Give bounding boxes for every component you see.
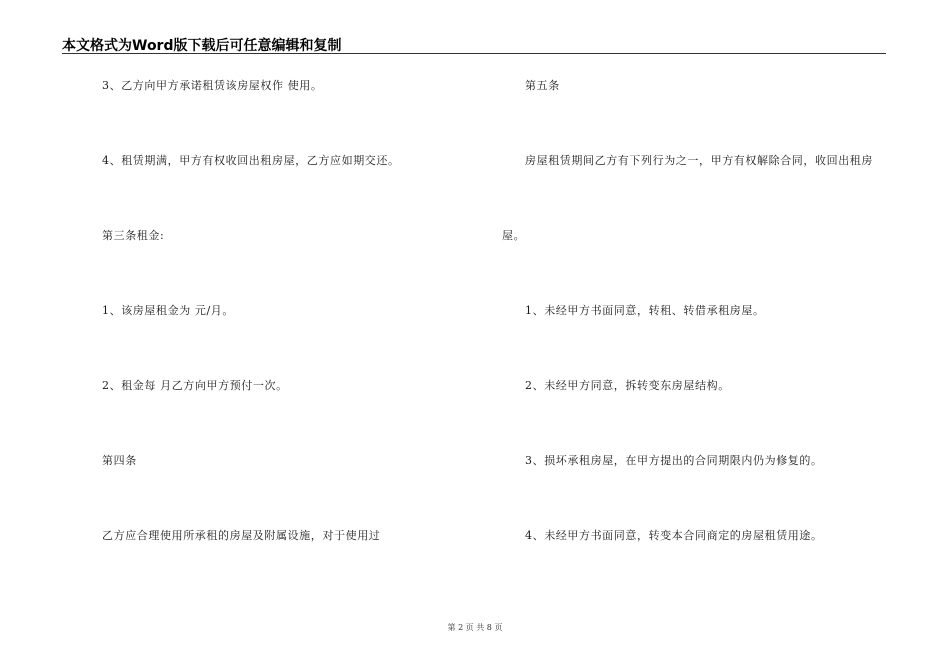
left-paragraph-3: 1、该房屋租金为 元/月。 — [102, 304, 235, 317]
right-item-1: 1、未经甲方书面同意，转租、转借承租房屋。 — [525, 304, 765, 317]
right-paragraph-1-continued: 屋。 — [502, 229, 526, 242]
header-title: 本文格式为Word版下载后可任意编辑和复制 — [62, 38, 342, 54]
header-divider — [62, 53, 886, 54]
left-heading-article-4: 第四条 — [102, 454, 137, 467]
left-paragraph-5: 乙方应合理使用所承租的房屋及附属设施，对于使用过 — [102, 529, 381, 542]
right-item-3: 3、损坏承租房屋，在甲方提出的合同期限内仍为修复的。 — [525, 454, 823, 467]
document-header — [62, 33, 886, 55]
left-paragraph-4: 2、租金每 月乙方向甲方预付一次。 — [102, 379, 288, 392]
left-paragraph-2: 4、租赁期满，甲方有权收回出租房屋，乙方应如期交还。 — [102, 154, 400, 167]
right-heading-article-5: 第五条 — [525, 79, 560, 92]
page-number: 第 2 页 共 8 页 — [447, 623, 503, 632]
left-paragraph-1: 3、乙方向甲方承诺租赁该房屋权作 使用。 — [102, 79, 323, 92]
right-paragraph-1: 房屋租赁期间乙方有下列行为之一，甲方有权解除合同，收回出租房 — [525, 154, 873, 167]
right-item-4: 4、未经甲方书面同意，转变本合同商定的房屋租赁用途。 — [525, 529, 823, 542]
left-heading-article-3: 第三条租金: — [102, 229, 165, 242]
right-item-2: 2、未经甲方同意，拆转变东房屋结构。 — [525, 379, 730, 392]
